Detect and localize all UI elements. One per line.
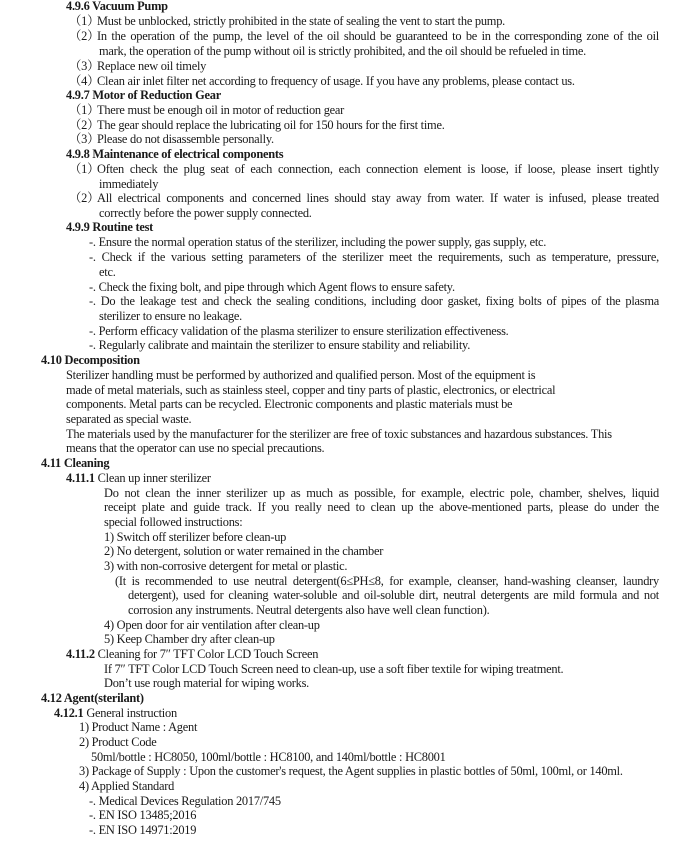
list-item bbox=[69, 29, 659, 44]
item-number: （1） bbox=[69, 103, 100, 117]
subsection-heading-4-11-1 bbox=[66, 471, 211, 486]
section-heading-4-11: 4.11 Cleaning bbox=[41, 456, 110, 470]
item-text: Must be unblocked, strictly prohibited in the state of sealing the vent to start the pump. bbox=[97, 14, 505, 28]
section-heading-4-9-8: 4.9.8 Maintenance of electrical components bbox=[66, 147, 284, 161]
list-item bbox=[69, 103, 344, 118]
paragraph-line: Don’t use rough material for wiping works. bbox=[104, 676, 310, 690]
item-text: The gear should replace the lubricating oil for 150 hours for the first time. bbox=[97, 118, 445, 132]
subsection-title: Clean up inner sterilizer bbox=[94, 471, 211, 485]
bullet-item: -. Check if the various setting parameters of the sterilizer meet the requirements, such as temperature, pressure, bbox=[89, 250, 659, 264]
paragraph-line: If 7″ TFT Color LCD Touch Screen need to clean-up, use a soft fiber textile for wiping treatment. bbox=[104, 662, 564, 676]
item-number: （2） bbox=[69, 191, 100, 205]
paragraph-line: separated as special waste. bbox=[66, 412, 192, 426]
step-item: 1) Switch off sterilizer before clean-up bbox=[104, 530, 287, 544]
note-line: corrosion any instruments. Neutral detergents also have well clean function). bbox=[128, 603, 490, 617]
subsection-heading-4-11-2 bbox=[66, 647, 318, 662]
item-text: All electrical components and concerned lines should stay away from water. If water is infused, please treated bbox=[97, 191, 659, 205]
list-item: 2) Product Code bbox=[79, 735, 157, 749]
bullet-item: -. Perform efficacy validation of the plasma sterilizer to ensure sterilization effectiveness. bbox=[89, 324, 509, 338]
note-line: (It is recommended to use neutral detergent(6≤PH≤8, for example, cleanser, hand-washing cleanser, laundry bbox=[115, 574, 659, 588]
standard-item: -. EN ISO 13485;2016 bbox=[89, 808, 197, 822]
standard-item: -. EN ISO 14971:2019 bbox=[89, 823, 197, 837]
item-text: There must be enough oil in motor of reduction gear bbox=[97, 103, 345, 117]
subsection-title: General instruction bbox=[83, 706, 177, 720]
step-item: 2) No detergent, solution or water remained in the chamber bbox=[104, 544, 384, 558]
item-number: （1） bbox=[69, 14, 100, 28]
step-item: 5) Keep Chamber dry after clean-up bbox=[104, 632, 275, 646]
list-item: 3) Package of Supply : Upon the customer's request, the Agent supplies in plastic bottles of 50ml, 100ml, or 140ml. bbox=[79, 764, 623, 778]
item-text: In the operation of the pump, the level of the oil should be guaranteed to be in the corresponding zone of the oil bbox=[97, 29, 659, 43]
item-text: Often check the plug seat of each connection, each connection element is loose, if loose, please insert tightly bbox=[97, 162, 659, 176]
item-number: （3） bbox=[69, 59, 100, 73]
list-item bbox=[69, 162, 659, 177]
item-number: （2） bbox=[69, 29, 100, 43]
section-heading-4-12: 4.12 Agent(sterilant) bbox=[41, 691, 144, 705]
list-item: 4) Applied Standard bbox=[79, 779, 175, 793]
note-line: detergent), used for cleaning water-soluble and oil-soluble dirt, neutral detergents are mild formula and not bbox=[128, 588, 659, 602]
subsection-title: Cleaning for 7″ TFT Color LCD Touch Screen bbox=[94, 647, 319, 661]
subsection-number: 4.11.2 bbox=[66, 647, 95, 661]
subsection-number: 4.11.1 bbox=[66, 471, 95, 485]
list-item bbox=[69, 118, 445, 133]
bullet-item-continued: etc. bbox=[99, 265, 116, 279]
subsection-heading-4-12-1 bbox=[54, 706, 177, 721]
paragraph-line: The materials used by the manufacturer for the sterilizer are free of toxic substances and hazardous substances. This bbox=[66, 427, 612, 441]
item-text-continued: immediately bbox=[99, 177, 159, 191]
list-item bbox=[69, 14, 505, 29]
item-number: （1） bbox=[69, 162, 100, 176]
bullet-item: -. Check the fixing bolt, and pipe through which Agent flows to ensure safety. bbox=[89, 280, 455, 294]
bullet-item: -. Ensure the normal operation status of the sterilizer, including the power supply, gas supply, etc. bbox=[89, 235, 547, 249]
list-item bbox=[69, 191, 659, 206]
item-text-continued: mark, the operation of the pump without oil is strictly prohibited, and the oil should be refueled in time. bbox=[99, 44, 587, 58]
product-codes: 50ml/bottle : HC8050, 100ml/bottle : HC8100, and 140ml/bottle : HC8001 bbox=[91, 750, 446, 764]
paragraph-line: made of metal materials, such as stainless steel, copper and tiny parts of plastic, electronics, or electrical bbox=[66, 383, 556, 397]
section-heading-4-9-7: 4.9.7 Motor of Reduction Gear bbox=[66, 88, 221, 102]
paragraph-line: means that the operator can use no special precautions. bbox=[66, 441, 325, 455]
bullet-item: -. Regularly calibrate and maintain the sterilizer to ensure stability and reliability. bbox=[89, 338, 471, 352]
subsection-number: 4.12.1 bbox=[54, 706, 84, 720]
list-item bbox=[69, 74, 575, 89]
item-text-continued: correctly before the power supply connected. bbox=[99, 206, 312, 220]
paragraph-line: Sterilizer handling must be performed by authorized and qualified person. Most of the equipment is bbox=[66, 368, 536, 382]
standard-item: -. Medical Devices Regulation 2017/745 bbox=[89, 794, 281, 808]
item-number: （2） bbox=[69, 118, 100, 132]
item-number: （3） bbox=[69, 132, 100, 146]
section-heading-4-9-9: 4.9.9 Routine test bbox=[66, 220, 154, 234]
paragraph-line: receipt plate and guide track. If you really need to clean up the above-mentioned parts, please do under the bbox=[104, 500, 659, 514]
list-item: 1) Product Name : Agent bbox=[79, 720, 198, 734]
item-text: Please do not disassemble personally. bbox=[97, 132, 274, 146]
step-item: 3) with non-corrosive detergent for metal or plastic. bbox=[104, 559, 348, 573]
step-item: 4) Open door for air ventilation after clean-up bbox=[104, 618, 320, 632]
paragraph-line: Do not clean the inner sterilizer up as much as possible, for example, electric pole, chamber, shelves, liquid bbox=[104, 486, 659, 500]
item-number: （4） bbox=[69, 74, 100, 88]
list-item bbox=[69, 59, 206, 74]
bullet-item-continued: sterilizer to ensure no leakage. bbox=[99, 309, 243, 323]
paragraph-line: components. Metal parts can be recycled. Electronic components and plastic materials must be bbox=[66, 397, 513, 411]
bullet-item: -. Do the leakage test and check the sealing conditions, including door gasket, fixing bolts of pipes of the plasma bbox=[89, 294, 659, 308]
section-heading-4-9-6: 4.9.6 Vacuum Pump bbox=[66, 0, 168, 13]
paragraph-line: special followed instructions: bbox=[104, 515, 243, 529]
section-heading-4-10: 4.10 Decomposition bbox=[41, 353, 140, 367]
list-item bbox=[69, 132, 274, 147]
item-text: Clean air inlet filter net according to frequency of usage. If you have any problems, please contact us. bbox=[97, 74, 575, 88]
item-text: Replace new oil timely bbox=[97, 59, 207, 73]
